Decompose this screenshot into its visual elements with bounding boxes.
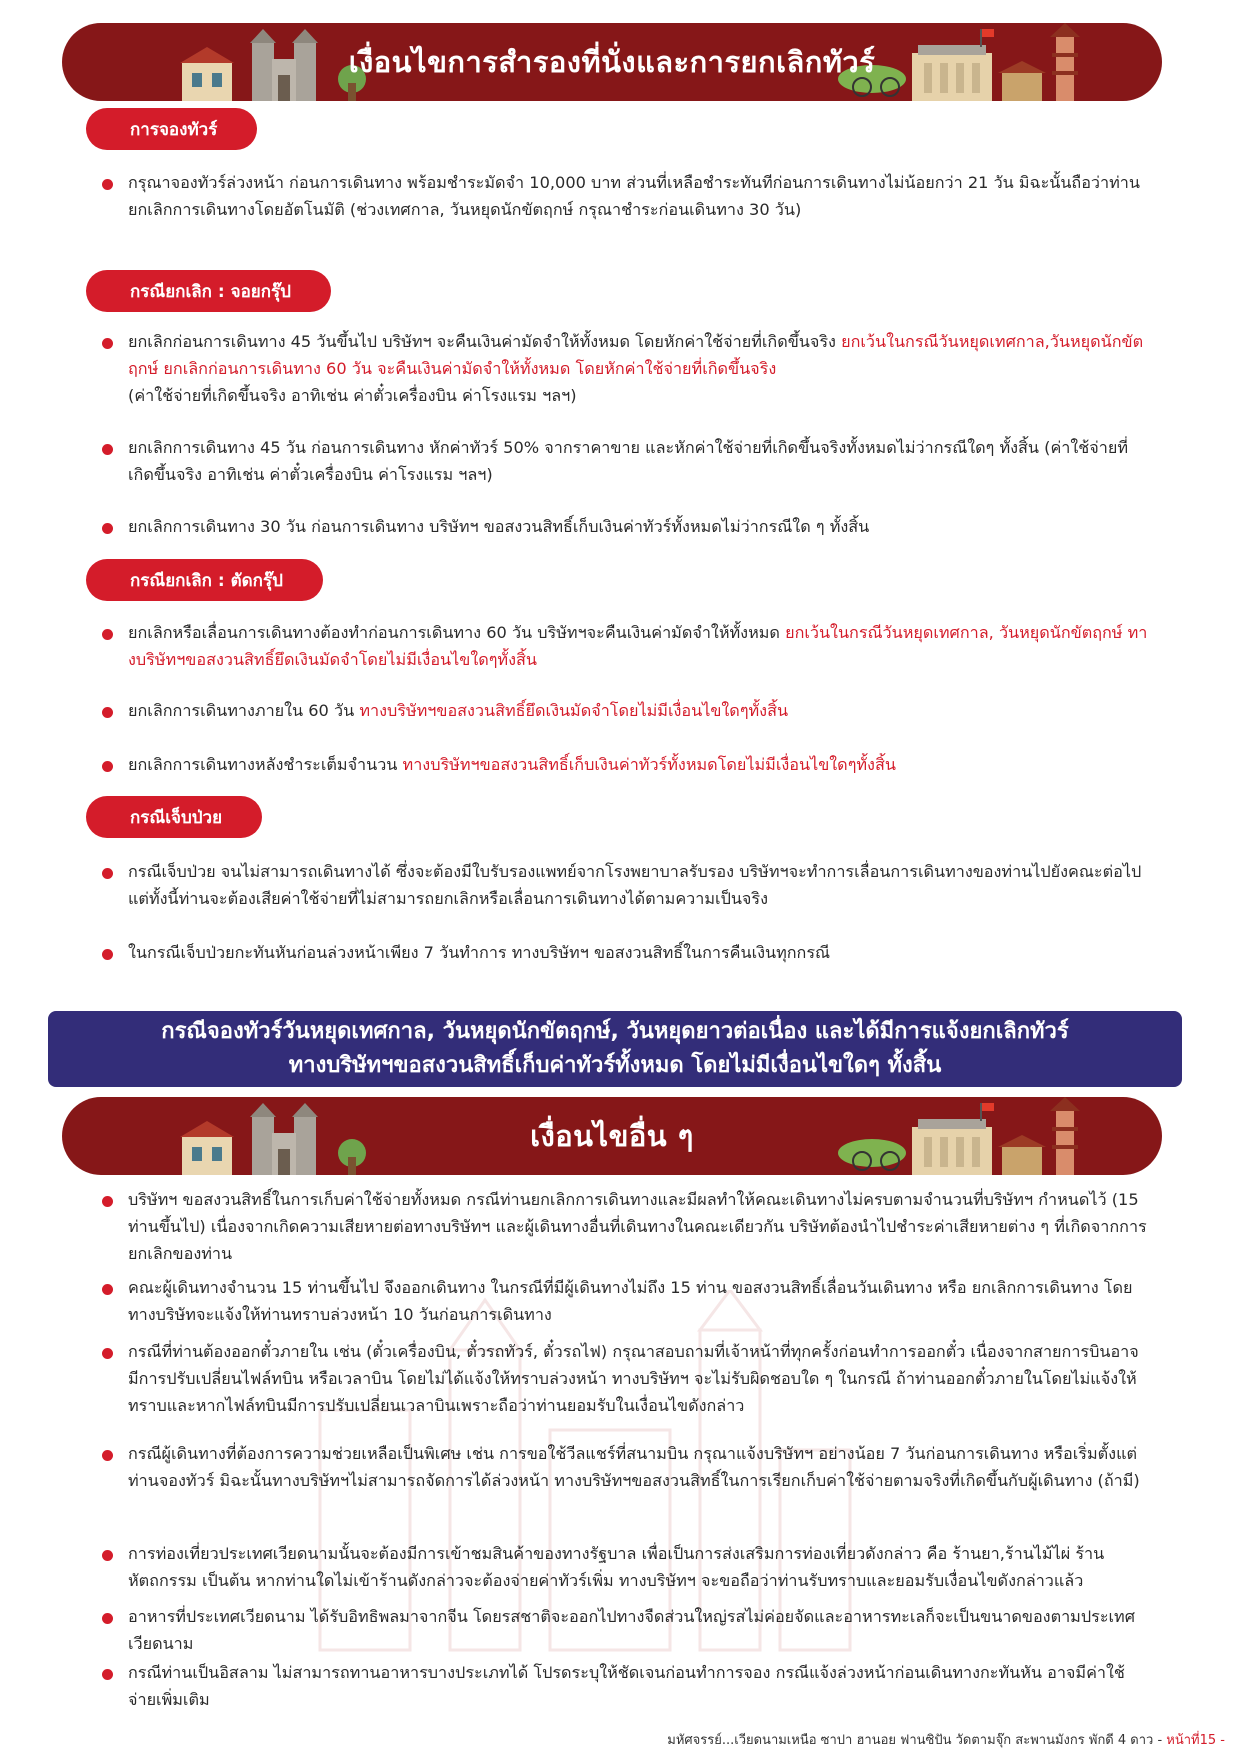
bullet-icon xyxy=(102,949,113,960)
list-item: ยกเลิกก่อนการเดินทาง 45 วันขึ้นไป บริษัทฯ จะคืนเงินค่ามัดจำให้ทั้งหมด โดยหักค่าใช้จ่ายที่เกิดขึ้นจริง ยกเว้นในกรณีวันหยุดเทศกาล,วันหยุดนักขัตฤกษ์ ยกเลิกก่อนการเดินทาง 60 วัน จะคืนเงินค่ามัดจำให้ทั้งหมด โดยหักค่าใช้จ่ายที่เกิดขึ้นจริง (ค่าใช้จ่ายที่เกิดขึ้นจริง อาทิเช่น ค่าตั๋วเครื่องบิน ค่าโรงแรม ฯลฯ) xyxy=(128,328,1148,409)
bullet-icon xyxy=(102,1613,113,1624)
bullet-icon xyxy=(102,338,113,349)
bullet-icon xyxy=(102,179,113,190)
list-item: ยกเลิกการเดินทาง 45 วัน ก่อนการเดินทาง หักค่าทัวร์ 50% จากราคาขาย และหักค่าใช้จ่ายที่เกิดขึ้นจริงทั้งหมดไม่ว่ากรณีใดๆ ทั้งสิ้น (ค่าใช้จ่ายที่เกิดขึ้นจริง อาทิเช่น ค่าตั๋วเครื่องบิน ค่าโรงแรม ฯลฯ) xyxy=(128,434,1148,488)
list-item: บริษัทฯ ขอสงวนสิทธิ์ในการเก็บค่าใช้จ่ายทั้งหมด กรณีท่านยกเลิกการเดินทางและมีผลทำให้คณะเดินทางไม่ครบตามจำนวนที่บริษัทฯ กำหนดไว้ (15 ท่านขึ้นไป) เนื่องจากเกิดความเสียหายต่อทางบริษัทฯ และผู้เดินทางอื่นที่เดินทางในคณะเดียวกัน บริษัทต้องนำไปชำระค่าเสียหายต่าง ๆ ที่เกิดจากการยกเลิกของท่าน xyxy=(128,1186,1148,1267)
list-item: ยกเลิกการเดินทาง 30 วัน ก่อนการเดินทาง บริษัทฯ ขอสงวนสิทธิ์เก็บเงินค่าทัวร์ทั้งหมดไม่ว่ากรณีใด ๆ ทั้งสิ้น xyxy=(128,513,1148,540)
bullet-icon xyxy=(102,1550,113,1561)
list-item: อาหารที่ประเทศเวียดนาม ได้รับอิทธิพลมาจากจีน โดยรสชาติจะออกไปทางจืดส่วนใหญ่รสไม่ค่อยจัดและอาหารทะเลก็จะเป็นขนาดของตามประเทศเวียดนาม xyxy=(128,1603,1148,1657)
list-item: ยกเลิกหรือเลื่อนการเดินทางต้องทำก่อนการเดินทาง 60 วัน บริษัทฯจะคืนเงินค่ามัดจำให้ทั้งหมด ยกเว้นในกรณีวันหยุดเทศกาล, วันหยุดนักขัตฤกษ์ ทางบริษัทฯขอสงวนสิทธิ์ยึดเงินมัดจำโดยไม่มีเงื่อนไขใดๆทั้งสิ้น xyxy=(128,619,1148,673)
list-item: การท่องเที่ยวประเทศเวียดนามนั้นจะต้องมีการเข้าชมสินค้าของทางรัฐบาล เพื่อเป็นการส่งเสริมการท่องเที่ยวดังกล่าว คือ ร้านยา,ร้านไม้ไผ่ ร้านหัตถกรรม เป็นต้น หากท่านใดไม่เข้าร้านดังกล่าวจะต้องจ่ายค่าทัวร์เพิ่ม ทางบริษัทฯ จะขอถือว่าท่านรับทราบและยอมรับเงื่อนไขดังกล่าวแล้ว xyxy=(128,1540,1148,1594)
bullet-icon xyxy=(102,1284,113,1295)
bullet-icon xyxy=(102,1196,113,1207)
section-label-booking: การจองทัวร์ xyxy=(86,108,257,150)
list-item: ยกเลิกการเดินทางหลังชำระเต็มจำนวน ทางบริษัทฯขอสงวนสิทธิ์เก็บเงินค่าทัวร์ทั้งหมดโดยไม่มีเงื่อนไขใดๆทั้งสิ้น xyxy=(128,751,1148,778)
section-label-sickness: กรณีเจ็บป่วย xyxy=(86,796,262,838)
list-item: กรณีเจ็บป่วย จนไม่สามารถเดินทางได้ ซึ่งจะต้องมีใบรับรองแพทย์จากโรงพยาบาลรับรอง บริษัทฯจะทำการเลื่อนการเดินทางของท่านไปยังคณะต่อไป แต่ทั้งนี้ท่านจะต้องเสียค่าใช้จ่ายที่ไม่สามารถยกเลิกหรือเลื่อนการเดินทางได้ตามความเป็นจริง xyxy=(128,858,1148,912)
other-conditions-banner xyxy=(62,1097,1162,1175)
holiday-cancellation-notice xyxy=(48,1011,1182,1087)
page-footer: มหัศจรรย์...เวียดนามเหนือ ซาปา ฮานอย ฟานซิปัน วัดตามจุ๊ก สะพานมังกร พักดี 4 ดาว - หน้าที่15 - xyxy=(667,1733,1225,1748)
list-item: คณะผู้เดินทางจำนวน 15 ท่านขึ้นไป จึงออกเดินทาง ในกรณีที่มีผู้เดินทางไม่ถึง 15 ท่าน ขอสงวนสิทธิ์เลื่อนวันเดินทาง หรือ ยกเลิกการเดินทาง โดยทางบริษัทจะแจ้งให้ท่านทราบล่วงหน้า 10 วันก่อนการเดินทาง xyxy=(128,1274,1148,1328)
list-item: กรณีท่านเป็นอิสลาม ไม่สามารถทานอาหารบางประเภทได้ โปรดระบุให้ชัดเจนก่อนทำการจอง กรณีแจ้งล่วงหน้าก่อนเดินทางกะทันหัน อาจมีค่าใช้จ่ายเพิ่มเติม xyxy=(128,1659,1148,1713)
bullet-icon xyxy=(102,1348,113,1359)
bullet-icon xyxy=(102,444,113,455)
list-item: กรณีผู้เดินทางที่ต้องการความช่วยเหลือเป็นพิเศษ เช่น การขอใช้วีลแชร์ที่สนามบิน กรุณาแจ้งบริษัทฯ อย่างน้อย 7 วันก่อนการเดินทาง หรือเริ่มตั้งแต่ท่านจองทัวร์ มิฉะนั้นทางบริษัทฯไม่สามารถจัดการได้ล่วงหน้า ทางบริษัทฯขอสงวนสิทธิ์ในการเรียกเก็บค่าใช้จ่ายตามจริงที่เกิดขึ้นกับผู้เดินทาง (ถ้ามี) xyxy=(128,1440,1148,1494)
conditions-banner xyxy=(62,23,1162,101)
notice-line: ทางบริษัทฯขอสงวนสิทธิ์เก็บค่าทัวร์ทั้งหมด โดยไม่มีเงื่อนไขใดๆ ทั้งสิ้น xyxy=(288,1053,942,1078)
list-item: กรณีที่ท่านต้องออกตั๋วภายใน เช่น (ตั๋วเครื่องบิน, ตั๋วรถทัวร์, ตั๋วรถไฟ) กรุณาสอบถามที่เจ้าหน้าที่ทุกครั้งก่อนทำการออกตั๋ว เนื่องจากสายการบินอาจมีการปรับเปลี่ยนไฟล์ทบิน หรือเวลาบิน โดยไม่ได้แจ้งให้ทราบล่วงหน้า ทางบริษัทฯ จะไม่รับผิดชอบใด ๆ ในกรณี ถ้าท่านออกตั๋วภายในโดยไม่แจ้งให้ทราบและหากไฟล์ทบินมีการปรับเปลี่ยนเวลาบินเพราะถือว่าท่านยอมรับในเงื่อนไขดังกล่าว xyxy=(128,1338,1148,1419)
other-conditions-title: เงื่อนไขอื่น ๆ xyxy=(530,1119,694,1153)
bullet-icon xyxy=(102,761,113,772)
list-item: ในกรณีเจ็บป่วยกะทันหันก่อนล่วงหน้าเพียง 7 วันทำการ ทางบริษัทฯ ขอสงวนสิทธิ์ในการคืนเงินทุกกรณี xyxy=(128,939,1148,966)
bullet-icon xyxy=(102,1450,113,1461)
conditions-title: เงื่อนไขการสำรองที่นั่งและการยกเลิกทัวร์ xyxy=(348,45,876,79)
bullet-icon xyxy=(102,707,113,718)
bullet-icon xyxy=(102,629,113,640)
list-item: ยกเลิกการเดินทางภายใน 60 วัน ทางบริษัทฯขอสงวนสิทธิ์ยึดเงินมัดจำโดยไม่มีเงื่อนไขใดๆทั้งสิ้น xyxy=(128,697,1148,724)
notice-line: กรณีจองทัวร์วันหยุดเทศกาล, วันหยุดนักขัตฤกษ์, วันหยุดยาวต่อเนื่อง และได้มีการแจ้งยกเลิกทัวร์ xyxy=(161,1019,1069,1044)
section-label-join-group: กรณียกเลิก : จอยกรุ๊ป xyxy=(86,270,331,312)
bullet-icon xyxy=(102,868,113,879)
page-number: หน้าที่15 - xyxy=(1166,1733,1225,1748)
bullet-icon xyxy=(102,523,113,534)
bullet-icon xyxy=(102,1669,113,1680)
list-item: กรุณาจองทัวร์ล่วงหน้า ก่อนการเดินทาง พร้อมชำระมัดจำ 10,000 บาท ส่วนที่เหลือชำระทันทีก่อนการเดินทางไม่น้อยกว่า 21 วัน มิฉะนั้นถือว่าท่านยกเลิกการเดินทางโดยอัตโนมัติ (ช่วงเทศกาล, วันหยุดนักขัตฤกษ์ กรุณาชำระก่อนเดินทาง 30 วัน) xyxy=(128,169,1148,223)
section-label-private-group: กรณียกเลิก : ตัดกรุ๊ป xyxy=(86,559,323,601)
